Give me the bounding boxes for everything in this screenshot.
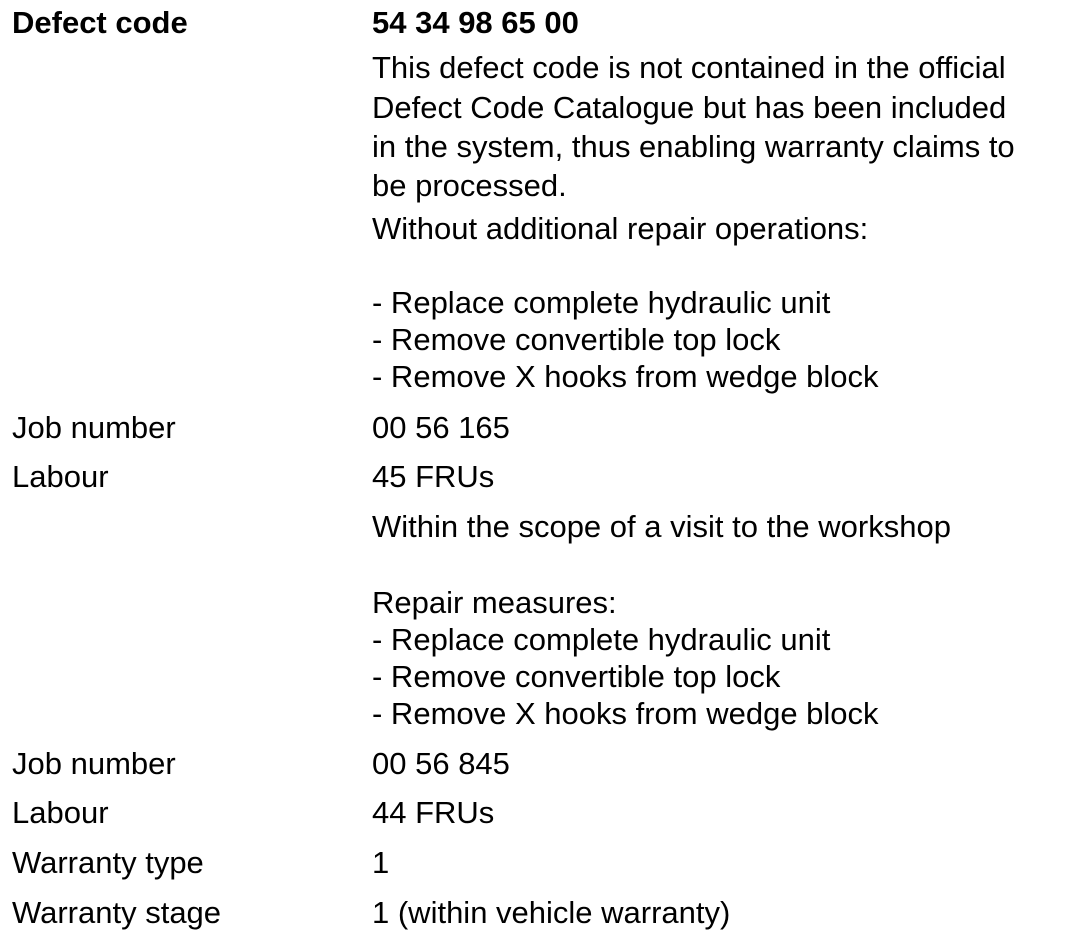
section1-step: - Remove convertible top lock [372, 322, 781, 357]
job-number-label: Job number [12, 410, 176, 445]
warranty-stage-label: Warranty stage [12, 895, 222, 930]
labour-value: 45 FRUs [372, 459, 495, 494]
labour-label: Labour [12, 795, 109, 830]
warranty-type-value: 1 [372, 845, 390, 880]
section1-step: - Remove X hooks from wedge block [372, 359, 879, 394]
section2-step: - Replace complete hydraulic unit [372, 622, 831, 657]
defect-note-line: Defect Code Catalogue but has been included [372, 90, 1007, 125]
warranty-type-label: Warranty type [12, 845, 204, 880]
defect-note-line: be processed. [372, 168, 567, 203]
section1-heading-text: Without additional repair operations: [372, 211, 869, 246]
labour-label: Labour [12, 459, 109, 494]
warranty-stage-value: 1 (within vehicle warranty) [372, 895, 731, 930]
defect-note-line: in the system, thus enabling warranty claims to [372, 129, 1015, 164]
defect-code-value: 54 34 98 65 00 [372, 5, 579, 40]
defect-code-label: Defect code [12, 5, 188, 40]
job-number-label: Job number [12, 746, 176, 781]
defect-note [372, 49, 1082, 204]
section2-subheading: Repair measures: [372, 585, 617, 620]
section2-steps [372, 584, 1082, 732]
defect-note-line: This defect code is not contained in the official [372, 50, 1006, 85]
section1-steps [372, 284, 1082, 395]
section1-heading [372, 210, 1082, 247]
job-number-value: 00 56 845 [372, 746, 510, 781]
section2-step: - Remove convertible top lock [372, 659, 781, 694]
labour-value: 44 FRUs [372, 795, 495, 830]
section1-step: - Replace complete hydraulic unit [372, 285, 831, 320]
section2-heading-text: Within the scope of a visit to the workshop [372, 509, 951, 544]
job-number-value: 00 56 165 [372, 410, 510, 445]
section2-heading [372, 508, 1082, 545]
section2-step: - Remove X hooks from wedge block [372, 696, 879, 731]
